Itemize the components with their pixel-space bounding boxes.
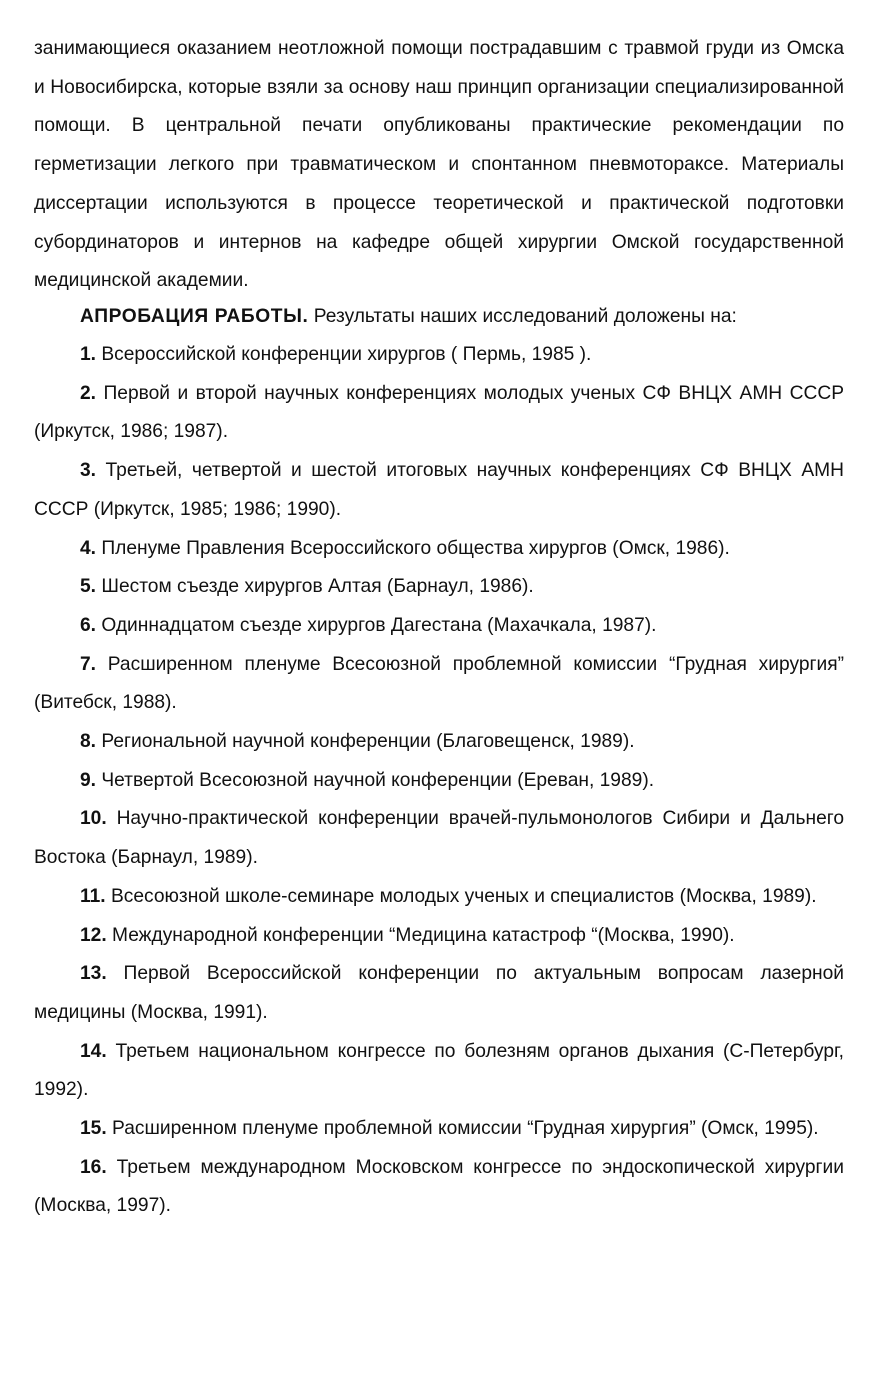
item-number: 14. xyxy=(80,1040,107,1062)
item-text: Расширенном пленуме проблемной комиссии “Грудная хирургия” (Омск, 1995). xyxy=(112,1118,819,1140)
list-item xyxy=(34,336,844,375)
item-text: Всесоюзной школе-семинаре молодых ученых и специалистов (Москва, 1989). xyxy=(110,885,817,907)
approbation-paragraph xyxy=(34,298,844,337)
item-text: Международной конференции “Медицина катастроф “(Москва, 1990). xyxy=(112,924,735,946)
list-item xyxy=(34,452,844,529)
list-item xyxy=(34,568,844,607)
conference-list xyxy=(34,336,844,1226)
item-number: 5. xyxy=(80,576,97,598)
item-text: Одиннадцатом съезде хирургов Дагестана (Махачкала, 1987). xyxy=(101,614,657,636)
item-number: 6. xyxy=(80,614,97,636)
item-number: 12. xyxy=(80,924,107,946)
item-number: 7. xyxy=(80,653,97,675)
item-number: 8. xyxy=(80,731,97,753)
list-item xyxy=(34,723,844,762)
item-number: 16. xyxy=(80,1156,107,1178)
list-item xyxy=(34,530,844,569)
list-item xyxy=(34,646,844,723)
item-number: 15. xyxy=(80,1118,107,1140)
item-number: 3. xyxy=(80,460,97,482)
item-number: 9. xyxy=(80,769,97,791)
item-text: Первой и второй научных конференциях молодых ученых СФ ВНЦХ АМН СССР (Иркутск, 1986; 1987). xyxy=(34,382,844,443)
approbation-lead: Результаты наших исследований доложены на: xyxy=(313,306,737,327)
list-item xyxy=(34,917,844,956)
item-number: 13. xyxy=(80,963,107,985)
list-item xyxy=(34,800,844,877)
item-text: Третьей, четвертой и шестой итоговых научных конференциях СФ ВНЦХ АМН СССР (Иркутск, 1985; 1986; 1990). xyxy=(34,460,844,520)
list-item xyxy=(34,1149,844,1226)
approbation-heading: АПРОБАЦИЯ РАБОТЫ. xyxy=(80,306,309,327)
item-text: Региональной научной конференции (Благовещенск, 1989). xyxy=(101,731,635,753)
item-text: Первой Всероссийской конференции по актуальным вопросам лазерной медицины (Москва, 1991). xyxy=(34,963,844,1023)
item-text: Третьем национальном конгрессе по болезням органов дыхания (С-Петербург, 1992). xyxy=(34,1040,844,1101)
item-text: Расширенном пленуме Всесоюзной проблемной комиссии “Грудная хирургия” (Витебск, 1988). xyxy=(34,653,844,714)
list-item xyxy=(34,878,844,917)
list-item xyxy=(34,955,844,1032)
item-text: Научно-практической конференции врачей-пульмонологов Сибири и Дальнего Востока (Барнаул, 1989). xyxy=(34,808,844,869)
item-text: Третьем международном Московском конгрессе по эндоскопической хирургии (Москва, 1997). xyxy=(34,1156,844,1217)
list-item xyxy=(34,607,844,646)
item-text: Всероссийской конференции хирургов ( Пермь, 1985 ). xyxy=(101,344,592,365)
item-number: 1. xyxy=(80,344,97,365)
item-number: 2. xyxy=(80,382,97,404)
item-text: Пленуме Правления Всероссийского общества хирургов (Омск, 1986). xyxy=(101,537,730,559)
list-item xyxy=(34,1033,844,1110)
intro-paragraph: занимающиеся оказанием неотложной помощи пострадавшим с травмой груди из Омска и Новосибирска, которые взяли за основу наш принцип организации специализированной помощи. В центральной печати опубликованы практические рекомендации по герметизации легкого при травматическом и спонтанном пневмотораксе. Материалы диссертации используются в процессе теоретической и практической подготовки субординаторов и интернов на кафедре общей хирургии Омской государственной медицинской академии. xyxy=(34,38,844,292)
item-number: 10. xyxy=(80,808,107,830)
list-item xyxy=(34,1110,844,1149)
list-item xyxy=(34,375,844,452)
list-item xyxy=(34,762,844,801)
item-number: 11. xyxy=(80,885,106,907)
item-text: Шестом съезде хирургов Алтая (Барнаул, 1986). xyxy=(101,576,534,598)
item-text: Четвертой Всесоюзной научной конференции (Ереван, 1989). xyxy=(101,769,655,791)
item-number: 4. xyxy=(80,537,97,559)
